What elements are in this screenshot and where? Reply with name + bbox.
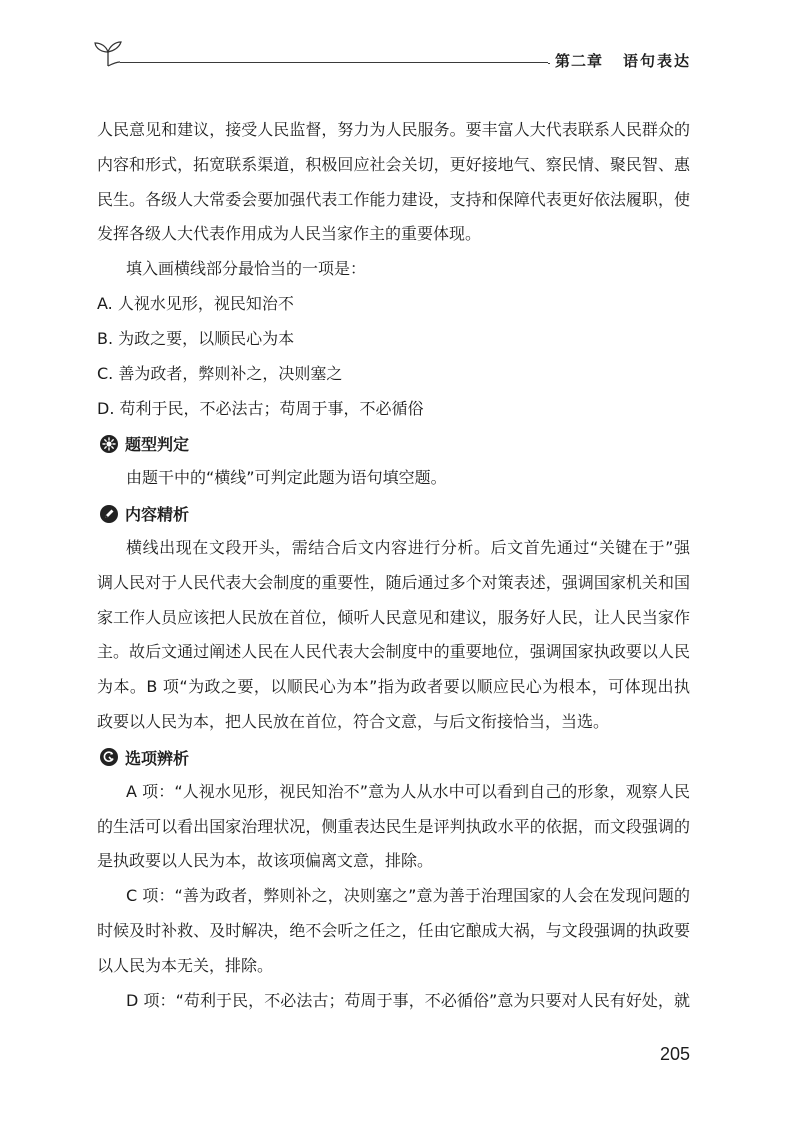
text-line: 调人民对于人民代表大会制度的重要性，随后通过多个对策表述，强调国家机关和国 (97, 572, 690, 592)
option-c: C. 善为政者，弊则补之，决则塞之 (97, 363, 343, 383)
section-heading-question-type (97, 426, 690, 461)
section-title: 选项辨析 (125, 748, 190, 768)
question (97, 252, 690, 426)
page-number: 205 (659, 1044, 690, 1064)
text-line: 人民意见和建议，接受人民监督，努力为人民服务。要丰富人大代表联系人民群众的 (97, 120, 690, 139)
text-line: C 项：“善为政者，弊则补之，决则塞之”意为善于治理国家的人会在发现问题的 (126, 886, 690, 906)
section-title: 内容精析 (125, 505, 190, 525)
option-a: A. 人视水见形，视民知治不 (97, 294, 294, 314)
passage-tail (97, 113, 690, 252)
gear-icon (100, 435, 118, 453)
text-line: 民生。各级人大常委会要加强代表工作能力建设，支持和保障代表更好依法履职，使 (97, 189, 690, 209)
sprout-icon (90, 40, 126, 68)
option-b: B. 为政之要，以顺民心为本 (97, 328, 295, 348)
header-rule-end (548, 63, 550, 64)
text-line: 是执政要以人民为本，故该项偏离文意，排除。 (97, 851, 434, 871)
spiral-icon (100, 748, 118, 766)
section-heading-option-analysis (97, 740, 690, 775)
text-line: 政要以人民为本，把人民放在首位，符合文意，与后文衔接恰当，当选。 (97, 712, 610, 732)
text-line: 由题干中的“横线”可判定此题为语句填空题。 (126, 468, 447, 488)
text-line: 主。故后文通过阐述人民在人民代表大会制度中的重要地位，强调国家执政要以人民 (97, 642, 690, 662)
text-line: 为本。B 项“为政之要，以顺民心为本”指为政者要以顺应民心为根本，可体现出执 (97, 677, 690, 697)
text-line: 横线出现在文段开头，需结合后文内容进行分析。后文首先通过“关键在于”强 (126, 537, 690, 557)
option-d: D. 苟利于民，不必法古；苟周于事，不必循俗 (97, 398, 424, 418)
question-prompt: 填入画横线部分最恰当的一项是： (126, 259, 367, 279)
page-content (97, 113, 690, 1019)
text-line: 的生活可以看出国家治理状况，侧重表达民生是评判执政水平的依据，而文段强调的 (97, 816, 690, 836)
text-line: 时候及时补救、及时解决，绝不会听之任之，任由它酿成大祸，与文段强调的执政要 (97, 921, 690, 941)
text-line: 家工作人员应该把人民放在首位，倾听人民意见和建议，服务好人民，让人民当家作 (97, 607, 690, 627)
chapter-title: 语句表达 (623, 52, 692, 70)
text-line: 内容和形式，拓宽联系渠道，积极回应社会关切，更好接地气、察民情、聚民智、惠 (97, 154, 690, 174)
chapter-number: 第二章 (555, 52, 604, 70)
text-line: 以人民为本无关，排除。 (97, 955, 274, 975)
section-title: 题型判定 (125, 435, 190, 455)
header-rule (120, 62, 548, 63)
text-line: A 项：“人视水见形，视民知治不”意为人从水中可以看到自己的形象，观察人民 (126, 781, 690, 801)
text-line: 发挥各级人大代表作用成为人民当家作主的重要体现。 (97, 224, 482, 244)
pen-icon (100, 505, 118, 523)
section-heading-content-analysis (97, 496, 690, 531)
text-line: D 项：“苟利于民，不必法古；苟周于事，不必循俗”意为只要对人民有好处，就 (126, 990, 690, 1010)
